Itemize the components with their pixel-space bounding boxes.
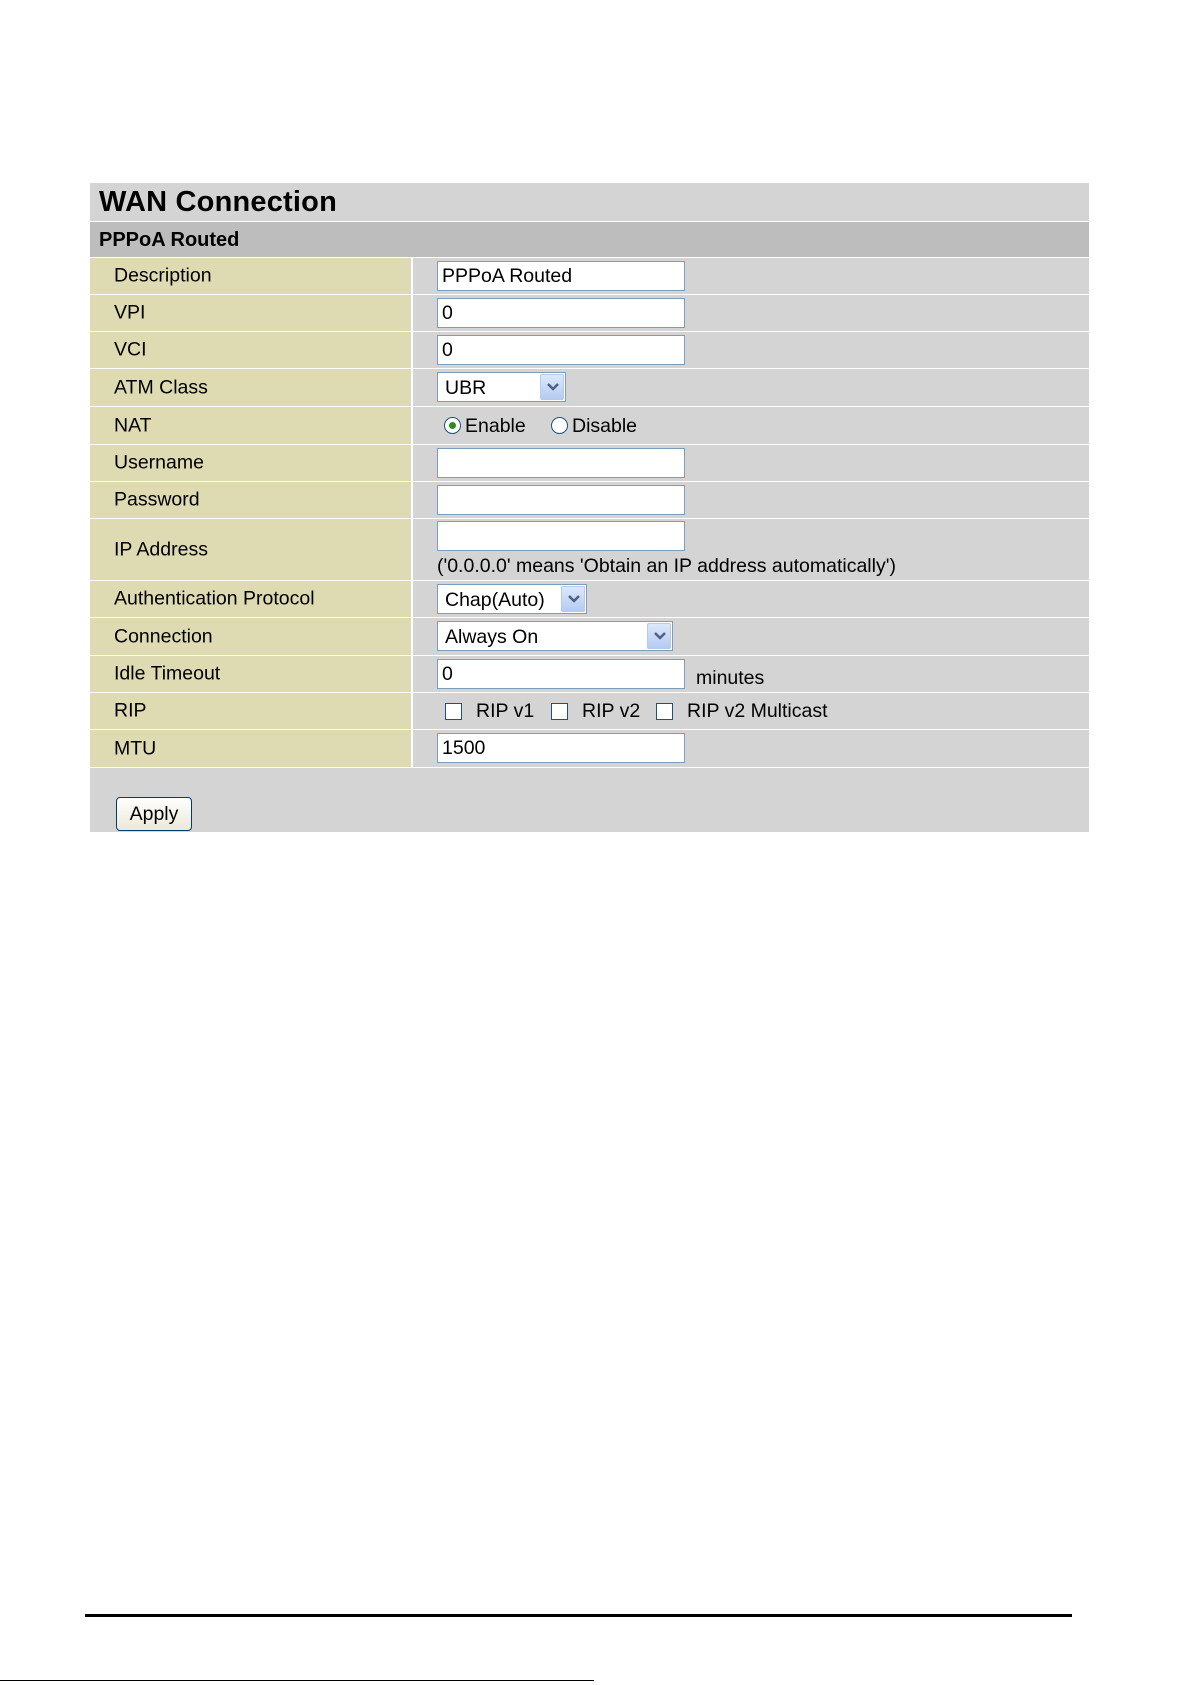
- vci-row: [90, 332, 1089, 369]
- connection-label: Connection: [114, 625, 213, 647]
- idle-timeout-label: Idle Timeout: [114, 662, 221, 685]
- page-title-bar: [90, 183, 1089, 222]
- atm-class-row: [90, 369, 1089, 407]
- auth-protocol-select[interactable]: [437, 584, 587, 614]
- nat-row: [90, 407, 1089, 445]
- rip-row: [90, 693, 1089, 730]
- username-label: Username: [114, 451, 204, 474]
- rip-v2-multicast-checkbox[interactable]: [656, 703, 673, 720]
- footer-divider: [85, 1614, 1072, 1617]
- atm-class-select[interactable]: [437, 372, 566, 402]
- nat-disable-label: Disable: [572, 415, 638, 437]
- connection-select[interactable]: [437, 621, 673, 651]
- apply-button[interactable]: Apply: [116, 797, 192, 831]
- idle-timeout-row: [90, 656, 1089, 693]
- idle-timeout-input[interactable]: [437, 659, 685, 689]
- username-input[interactable]: [437, 448, 685, 478]
- vci-input[interactable]: [437, 335, 685, 365]
- auth-protocol-label: Authentication Protocol: [114, 587, 315, 610]
- footnote-divider: [0, 1680, 594, 1681]
- ip-address-input[interactable]: [437, 521, 685, 551]
- username-row: [90, 445, 1089, 482]
- nat-enable-radio[interactable]: [444, 417, 461, 434]
- auth-protocol-row: [90, 581, 1089, 618]
- connection-selected: Always On: [445, 626, 539, 648]
- nat-enable-label: Enable: [465, 415, 526, 437]
- chevron-down-icon[interactable]: [561, 586, 585, 612]
- rip-v2-label: RIP v2: [582, 700, 641, 722]
- password-input[interactable]: [437, 485, 685, 515]
- ip-address-row: [90, 519, 1089, 581]
- wan-connection-panel: [90, 183, 1089, 832]
- vpi-label: VPI: [114, 301, 146, 324]
- ip-address-hint: ('0.0.0.0' means 'Obtain an IP address automatically'): [437, 555, 896, 577]
- rip-v1-label: RIP v1: [476, 700, 535, 722]
- vpi-row: [90, 295, 1089, 332]
- ip-address-label: IP Address: [114, 538, 208, 560]
- page-title: WAN Connection: [99, 186, 338, 218]
- mtu-input[interactable]: [437, 733, 685, 763]
- radio-selected-dot: [449, 422, 456, 429]
- rip-label: RIP: [114, 699, 147, 722]
- rip-v2-multicast-label: RIP v2 Multicast: [687, 700, 828, 722]
- description-input[interactable]: [437, 261, 685, 291]
- auth-protocol-selected: Chap(Auto): [445, 589, 545, 611]
- nat-label: NAT: [114, 414, 152, 436]
- vci-label: VCI: [114, 338, 147, 361]
- password-row: [90, 482, 1089, 519]
- connection-row: [90, 618, 1089, 656]
- rip-v1-checkbox[interactable]: [445, 703, 462, 720]
- rip-v2-checkbox[interactable]: [551, 703, 568, 720]
- mtu-label: MTU: [114, 737, 157, 759]
- chevron-down-icon[interactable]: [540, 374, 564, 400]
- nat-disable-radio[interactable]: [551, 417, 568, 434]
- idle-timeout-unit: minutes: [696, 667, 765, 689]
- atm-class-selected: UBR: [445, 377, 487, 399]
- password-label: Password: [114, 488, 200, 511]
- section-header: [90, 222, 1089, 258]
- mtu-row: [90, 730, 1089, 768]
- description-label: Description: [114, 264, 212, 287]
- chevron-down-icon[interactable]: [647, 623, 671, 649]
- section-title: PPPoA Routed: [99, 229, 240, 251]
- atm-class-label: ATM Class: [114, 376, 208, 398]
- description-row: [90, 258, 1089, 295]
- vpi-input[interactable]: [437, 298, 685, 328]
